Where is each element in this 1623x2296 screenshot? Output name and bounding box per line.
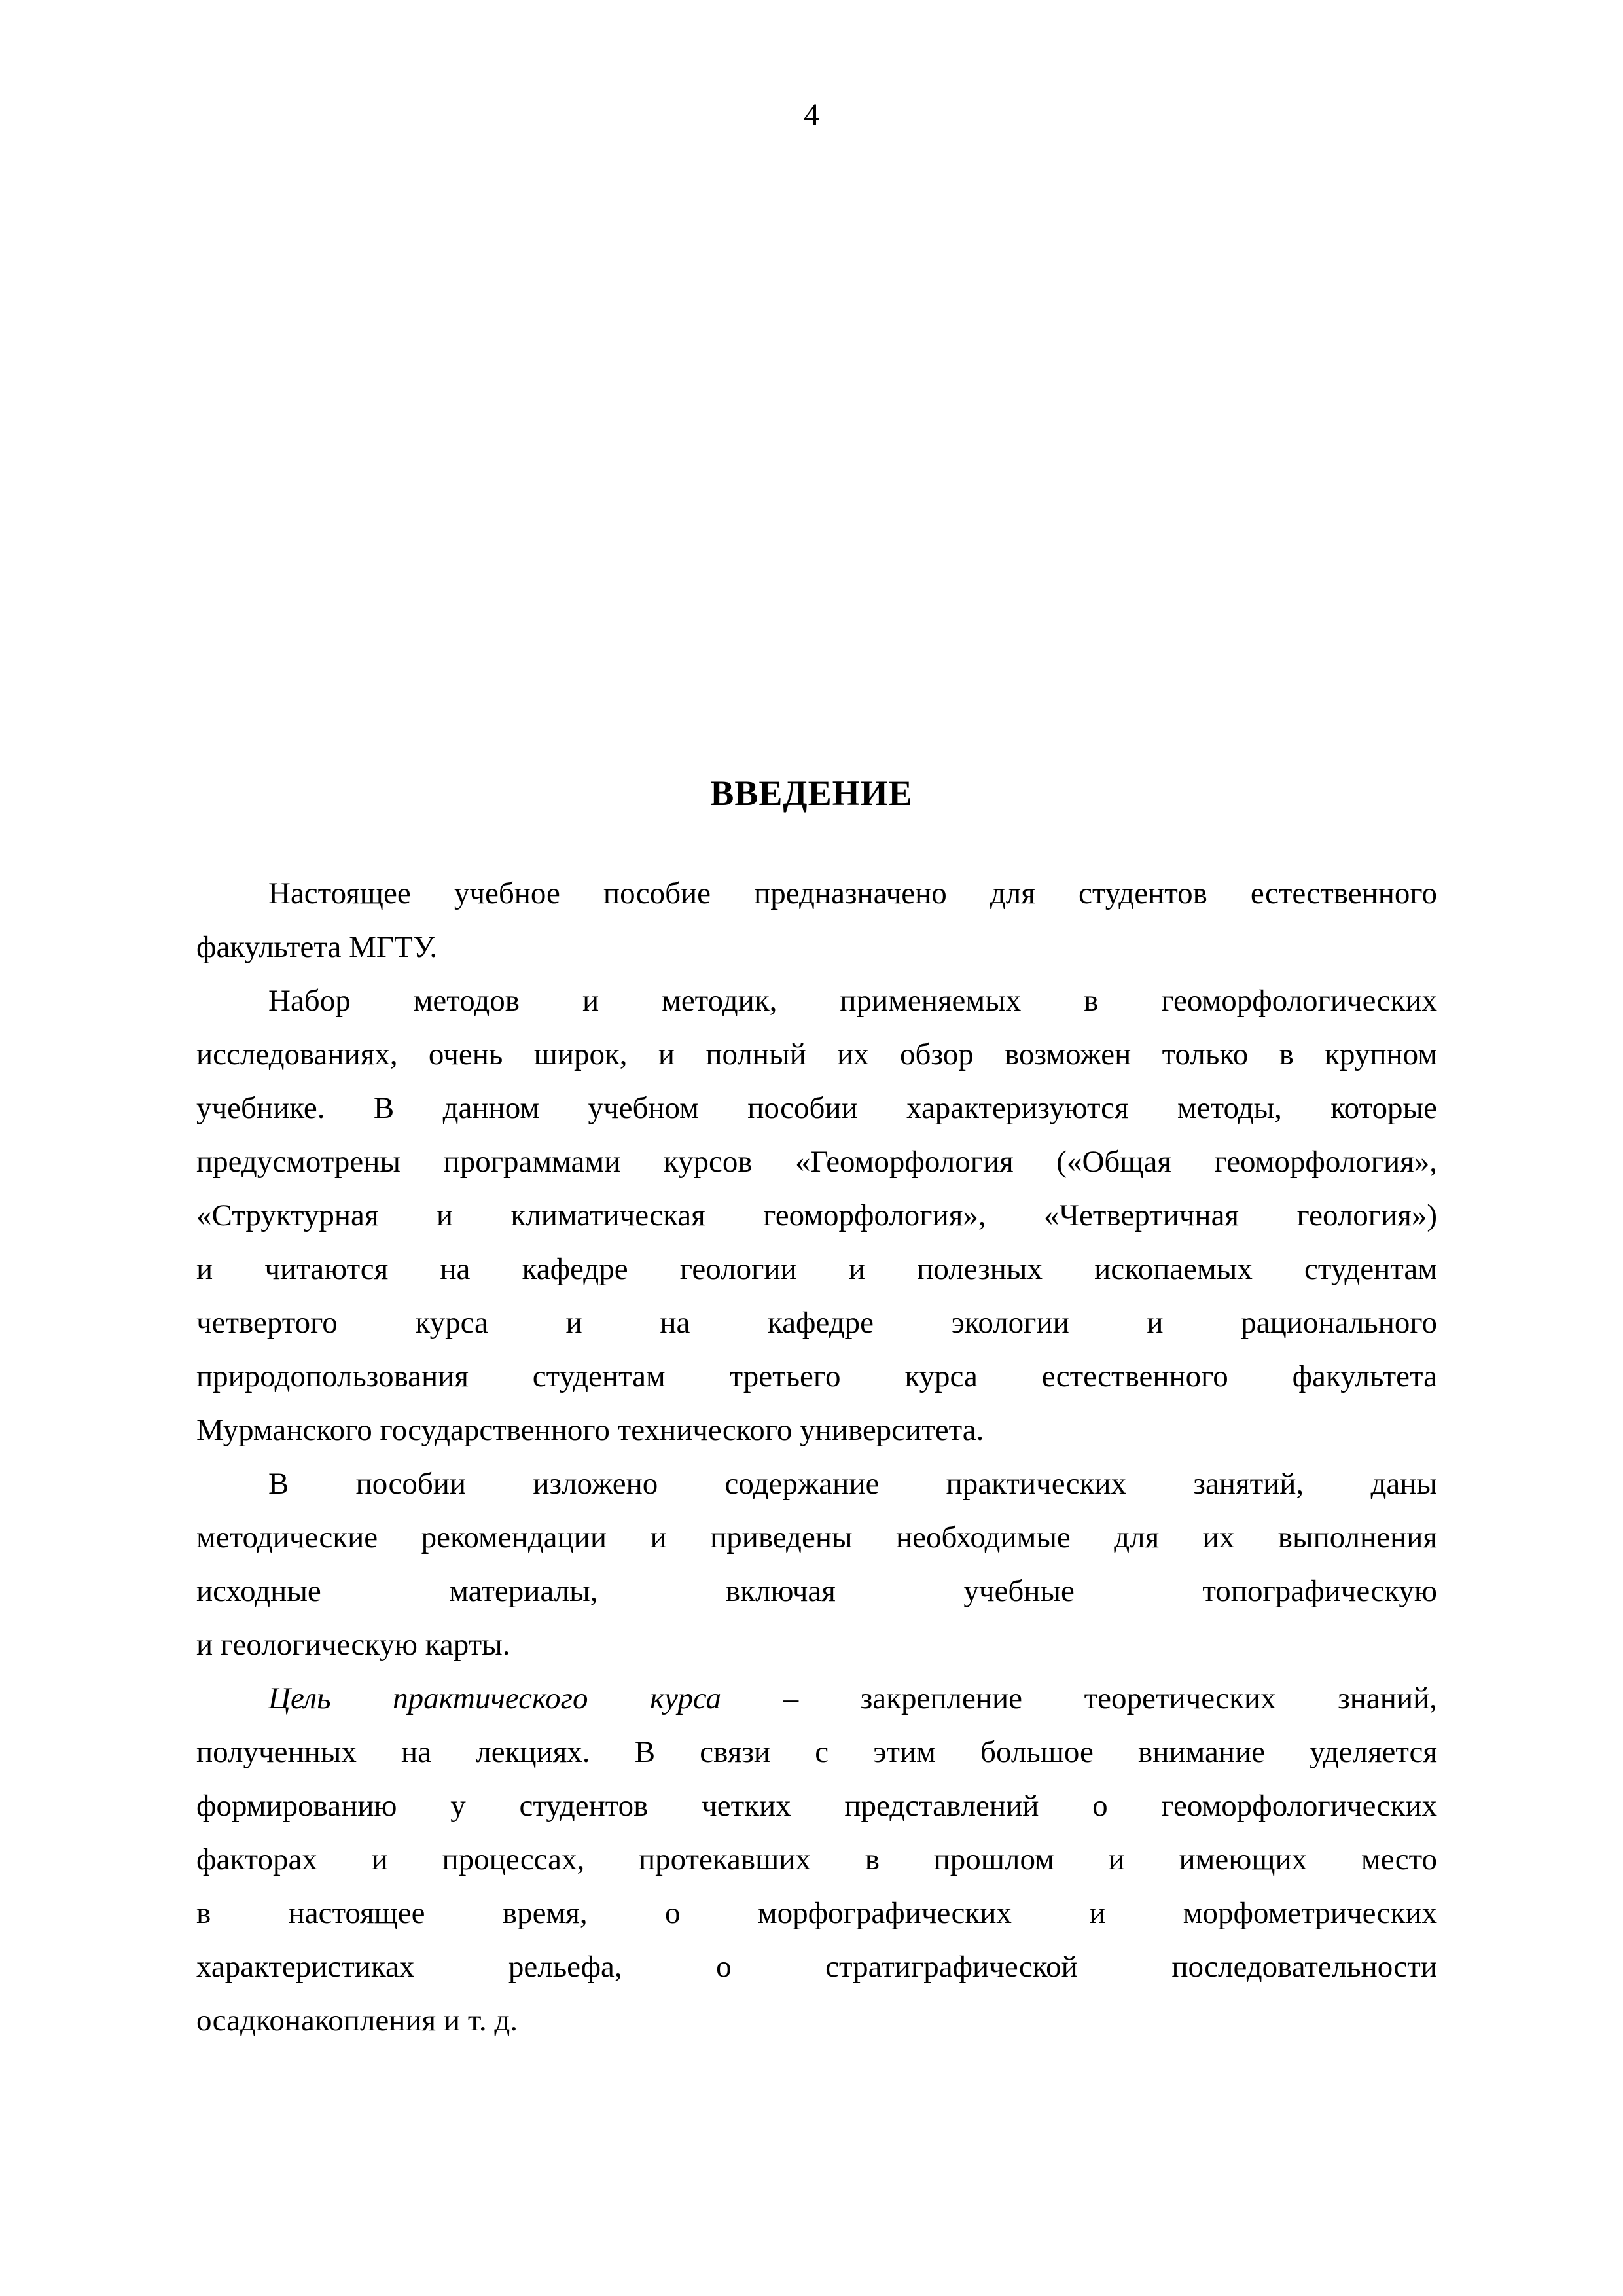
text-line: полученных на лекциях. В связи с этим большое внимание уделяется [196,1735,1437,1769]
text-line: характеристиках рельефа, о стратиграфической последовательности [196,1950,1437,1984]
section-heading: ВВЕДЕНИЕ [710,774,913,813]
text-line: предусмотрены программами курсов «Геоморфология («Общая геоморфология», [196,1145,1437,1179]
text-line: исследованиях, очень широк, и полный их обзор возможен только в крупном [196,1037,1437,1071]
text-line: и читаются на кафедре геологии и полезных ископаемых студентам [196,1252,1437,1286]
text-line: В пособии изложено содержание практических занятий, даны [268,1467,1437,1501]
text-line: «Структурная и климатическая геоморфология», «Четвертичная геология») [196,1198,1437,1232]
text-line: исходные материалы, включая учебные топографическую [196,1574,1437,1608]
emphasis-phrase: Цель практического курса [268,1681,721,1715]
text-line: факторах и процессах, протекавших в прошлом и имеющих место [196,1842,1437,1876]
text-line: Настоящее учебное пособие предназначено для студентов естественного [268,876,1437,910]
paragraph [196,1457,1437,1672]
text-line: четвертого курса и на кафедре экологии и рационального [196,1306,1437,1340]
text-line: осадконакопления и т. д. [196,2003,518,2037]
text-line [196,1672,1437,1725]
text-line: методические рекомендации и приведены необходимые для их выполнения [196,1520,1437,1554]
text-line: формированию у студентов четких представлений о геоморфологических [196,1789,1437,1823]
text-line: Мурманского государственного технического университета. [196,1413,984,1447]
paragraph [196,867,1437,974]
page-number: 4 [804,98,819,132]
text-line: природопользования студентам третьего курса естественного факультета [196,1359,1437,1393]
text-line: в настоящее время, о морфографических и морфометрических [196,1896,1437,1930]
paragraph [196,974,1437,1457]
text-line: факультета МГТУ. [196,930,438,964]
paragraph [196,1672,1437,2047]
line-text: – закрепление теоретических знаний, [721,1681,1438,1715]
text-line: Набор методов и методик, применяемых в геоморфологических [268,984,1437,1018]
text-line: учебнике. В данном учебном пособии характеризуются методы, которые [196,1091,1437,1125]
text-line: и геологическую карты. [196,1628,510,1662]
body-text [196,867,1437,2047]
